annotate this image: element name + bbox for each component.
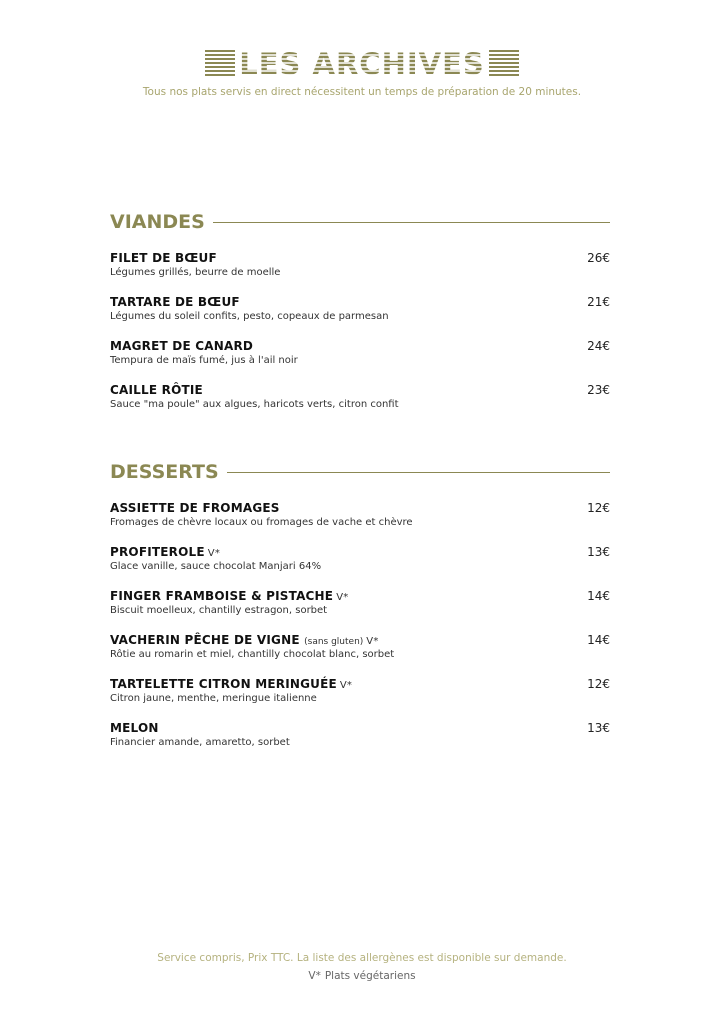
- dish-name-text: TARTELETTE CITRON MERINGUÉE: [110, 677, 337, 691]
- dish-name: [110, 589, 348, 603]
- dish-name: [110, 295, 240, 309]
- dish-description: Biscuit moelleux, chantilly estragon, sorbet: [110, 605, 328, 616]
- menu-item: [110, 677, 610, 713]
- section-divider: [213, 222, 610, 223]
- dish-price: 13€: [587, 721, 610, 735]
- section-header-viandes: [110, 209, 610, 235]
- menu-item: [110, 339, 610, 375]
- dish-name-text: TARTARE DE BŒUF: [110, 295, 240, 309]
- dish-description: Légumes grillés, beurre de moelle: [110, 267, 281, 278]
- logo-left-bars: [205, 50, 235, 78]
- dish-name-text: VACHERIN PÊCHE DE VIGNE: [110, 633, 300, 647]
- dish-description: Glace vanille, sauce chocolat Manjari 64%: [110, 561, 322, 572]
- section-header-desserts: [110, 459, 610, 485]
- dish-name-text: FINGER FRAMBOISE & PISTACHE: [110, 589, 334, 603]
- dish-name-text: FILET DE BŒUF: [110, 251, 217, 265]
- dish-name: [110, 501, 280, 515]
- dish-name-text: PROFITEROLE: [110, 545, 205, 559]
- menu-item: [110, 295, 610, 331]
- dish-description: Légumes du soleil confits, pesto, copeaux de parmesan: [110, 311, 389, 322]
- dish-name: [110, 545, 220, 559]
- logo-text: LES ARCHIVES: [239, 47, 485, 81]
- dish-description: Citron jaune, menthe, meringue italienne: [110, 693, 317, 704]
- dish-price: 21€: [587, 295, 610, 309]
- dish-price: 26€: [587, 251, 610, 265]
- footer-veg-legend: [0, 970, 724, 982]
- dish-name-text: CAILLE RÔTIE: [110, 383, 203, 397]
- footer-service-note: Service compris, Prix TTC. La liste des allergènes est disponible sur demande.: [157, 952, 567, 964]
- dish-description: Rôtie au romarin et miel, chantilly chocolat blanc, sorbet: [110, 649, 395, 660]
- dish-description: Financier amande, amaretto, sorbet: [110, 737, 290, 748]
- menu-item: [110, 633, 610, 669]
- dish-price: 23€: [587, 383, 610, 397]
- dish-description: Sauce "ma poule" aux algues, haricots verts, citron confit: [110, 399, 399, 410]
- dish-name-text: MAGRET DE CANARD: [110, 339, 254, 353]
- dish-name: [110, 383, 203, 397]
- vegetarian-icon: V*: [207, 548, 221, 559]
- dish-name: [110, 339, 253, 353]
- section-title: DESSERTS: [110, 461, 219, 483]
- preparation-notice: Tous nos plats servis en direct nécessitent un temps de préparation de 20 minutes.: [142, 86, 582, 98]
- dish-name-text: ASSIETTE DE FROMAGES: [110, 501, 280, 515]
- dish-name: [110, 721, 159, 735]
- vegetarian-icon: V*: [366, 636, 379, 647]
- menu-item: [110, 589, 610, 625]
- vegetarian-icon: V*: [308, 970, 321, 982]
- dish-name-text: MELON: [110, 721, 159, 735]
- logo: [200, 48, 524, 80]
- menu-item: [110, 501, 610, 537]
- dish-price: 13€: [587, 545, 610, 559]
- dish-price: 14€: [587, 589, 610, 603]
- section-divider: [227, 472, 610, 473]
- vegetarian-icon: V*: [339, 680, 353, 691]
- dish-price: 12€: [587, 501, 610, 515]
- dish-name: [110, 633, 379, 647]
- dish-description: Fromages de chèvre locaux ou fromages de vache et chèvre: [110, 517, 413, 528]
- dish-description: Tempura de maïs fumé, jus à l'ail noir: [110, 355, 298, 366]
- footer-veg-label: Plats végétariens: [324, 970, 416, 982]
- logo-right-bars: [489, 50, 519, 78]
- menu-item: [110, 383, 610, 419]
- dish-note: (sans gluten): [304, 637, 364, 647]
- section-title: VIANDES: [110, 211, 205, 233]
- dish-name: [110, 677, 352, 691]
- dish-price: 24€: [587, 339, 610, 353]
- menu-item: [110, 251, 610, 287]
- dish-name: [110, 251, 217, 265]
- menu-item: [110, 545, 610, 581]
- menu-item: [110, 721, 610, 757]
- vegetarian-icon: V*: [336, 592, 349, 603]
- dish-price: 12€: [587, 677, 610, 691]
- dish-price: 14€: [587, 633, 610, 647]
